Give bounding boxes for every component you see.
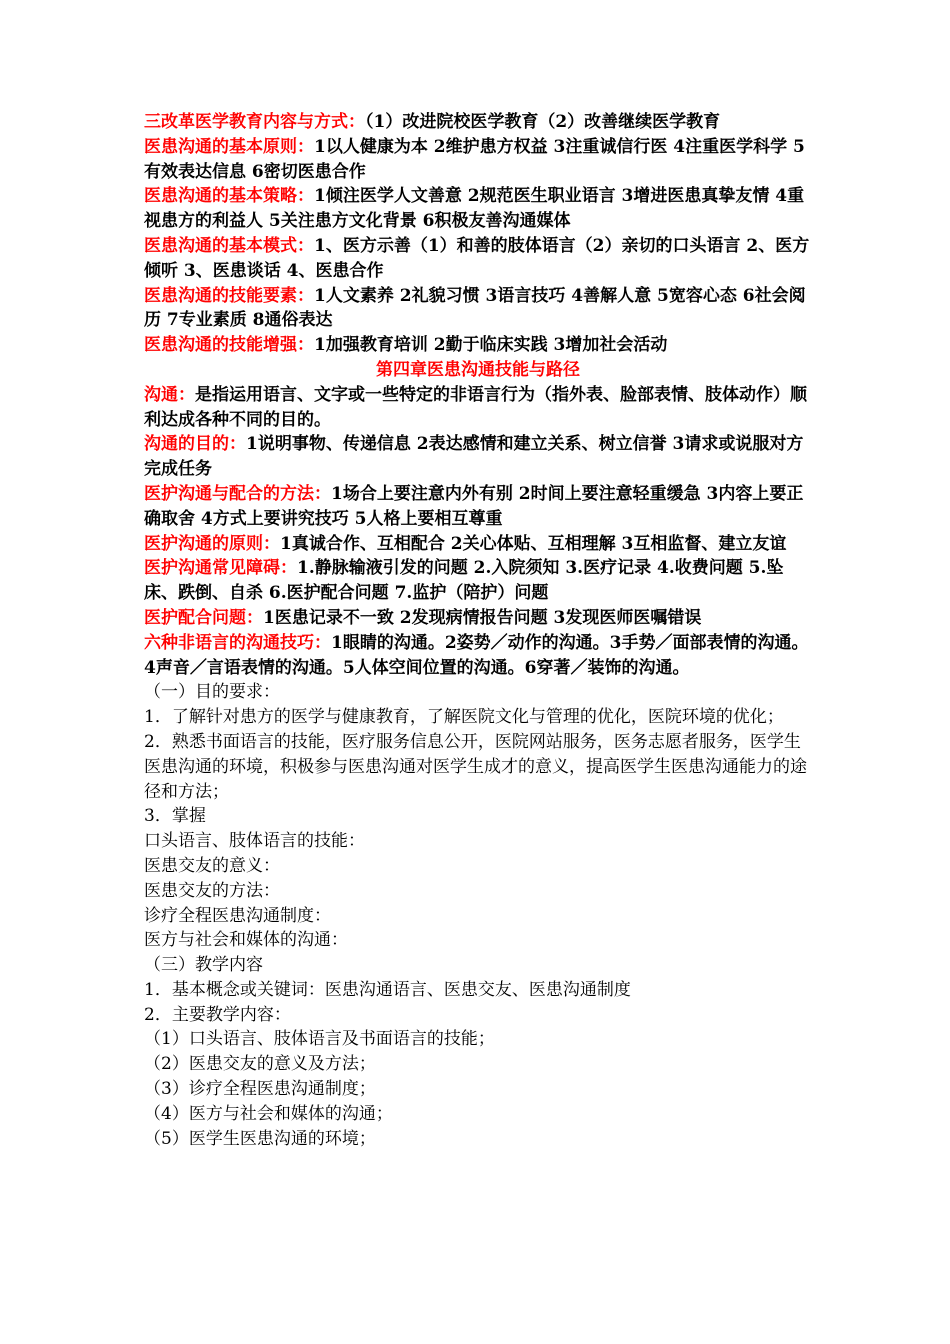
teaching-sub-item: （3）诊疗全程医患沟通制度；: [144, 1079, 376, 1100]
para-communication: [144, 383, 812, 433]
para-text: 1说明事物、传递信息 2表达感情和建立关系、树立信誉 3请求或说服对方完成任务: [144, 434, 804, 480]
para-modes: [144, 234, 812, 284]
para-nursing-barriers: [144, 556, 812, 606]
goals-heading: （一）目的要求：: [144, 682, 280, 703]
para-text: 1医患记录不一致 2发现病情报告问题 3发现医师医嘱错误: [263, 607, 702, 628]
para-label: 医患沟通的技能增强：: [144, 335, 314, 356]
mastery-item: 医方与社会和媒体的沟通：: [144, 930, 348, 951]
para-text: 1、医方示善（1）和善的肢体语言（2）亲切的口头语言 2、医方倾听 3、医患谈话 4、医患合作: [144, 235, 810, 281]
para-label: 医护沟通与配合的方法：: [144, 483, 331, 504]
para-reform: [144, 110, 812, 135]
teaching-sub-item: （5）医学生医患沟通的环境；: [144, 1128, 376, 1149]
para-text: 1人文素养 2礼貌习惯 3语言技巧 4善解人意 5宽容心态 6社会阅历 7专业素质 8通俗表达: [144, 285, 806, 331]
para-label: 医患沟通的技能要素：: [144, 285, 314, 306]
para-label: 沟通：: [144, 384, 195, 405]
para-label: 医患沟通的基本模式：: [144, 235, 314, 256]
para-text: 1.静脉输液引发的问题 2.入院须知 3.医疗记录 4.收费问题 5.坠床、跌倒、自杀 6.医护配合问题 7.监护（陪护）问题: [144, 558, 784, 604]
para-text: 1以人健康为本 2维护患方权益 3注重诚信行医 4注重医学科学 5有效表达信息 6密切医患合作: [144, 136, 805, 182]
mastery-item: 口头语言、肢体语言的技能：: [144, 831, 365, 852]
para-skill-enhance: [144, 333, 812, 358]
mastery-item: 医患交友的意义：: [144, 855, 280, 876]
para-nursing-principles: [144, 532, 812, 557]
para-label: 沟通的目的：: [144, 434, 246, 455]
para-label: 医患沟通的基本原则：: [144, 136, 314, 157]
chapter-title: 第四章医患沟通技能与路径: [376, 359, 580, 380]
para-label: 医护沟通常见障碍：: [144, 558, 297, 579]
goals-item-3: 3．掌握: [144, 806, 206, 827]
goals-item-2: 2．熟悉书面语言的技能，医疗服务信息公开，医院网站服务，医务志愿者服务，医学生医患沟通的环境，积极参与医患沟通对医学生成才的意义，提高医学生医患沟通能力的途径和方法；: [144, 731, 807, 802]
para-nursing-issues: [144, 606, 812, 631]
para-label: 医护沟通的原则：: [144, 533, 280, 554]
teaching-item-2: 2．主要教学内容：: [144, 1004, 291, 1025]
teaching-heading: （三）教学内容: [144, 955, 263, 976]
para-purpose: [144, 432, 812, 482]
para-text: 1眼睛的沟通。2姿势／动作的沟通。3手势／面部表情的沟通。4声音／言语表情的沟通。5人体空间位置的沟通。6穿著／装饰的沟通。: [144, 632, 809, 678]
mastery-item: 诊疗全程医患沟通制度：: [144, 905, 331, 926]
para-label: 医患沟通的基本策略：: [144, 186, 314, 207]
para-strategies: [144, 184, 812, 234]
para-nonverbal: [144, 631, 812, 681]
para-skill-elements: [144, 284, 812, 334]
para-label: 医护配合问题：: [144, 607, 263, 628]
para-text: 1倾注医学人文善意 2规范医生职业语言 3增进医患真挚友情 4重视患方的利益人 5关注患方文化背景 6积极友善沟通媒体: [144, 186, 805, 232]
para-text: 1场合上要注意内外有别 2时间上要注意轻重缓急 3内容上要正确取舍 4方式上要讲究技巧 5人格上要相互尊重: [144, 483, 804, 529]
teaching-item-1: 1．基本概念或关键词：医患沟通语言、医患交友、医患沟通制度: [144, 979, 631, 1000]
para-principles: [144, 135, 812, 185]
para-label: 三改革医学教育内容与方式：: [144, 112, 365, 132]
document-page: [144, 110, 812, 1151]
para-nursing-methods: [144, 482, 812, 532]
para-text: （1）改进院校医学教育（2）改善继续医学教育: [365, 112, 721, 132]
teaching-sub-item: （1）口头语言、肢体语言及书面语言的技能；: [144, 1029, 495, 1050]
teaching-sub-item: （2）医患交友的意义及方法；: [144, 1054, 376, 1075]
goals-item-1: 1．了解针对患方的医学与健康教育，了解医院文化与管理的优化，医院环境的优化；: [144, 707, 784, 728]
teaching-sub-item: （4）医方与社会和媒体的沟通；: [144, 1103, 393, 1124]
para-text: 1真诚合作、互相配合 2关心体贴、互相理解 3互相监督、建立友谊: [280, 533, 787, 554]
mastery-item: 医患交友的方法：: [144, 880, 280, 901]
para-label: 六种非语言的沟通技巧：: [144, 632, 331, 653]
para-text: 1加强教育培训 2勤于临床实践 3增加社会活动: [314, 335, 668, 356]
para-text: 是指运用语言、文字或一些特定的非语言行为（指外表、脸部表情、肢体动作）顺利达成各种不同的目的。: [144, 384, 807, 430]
